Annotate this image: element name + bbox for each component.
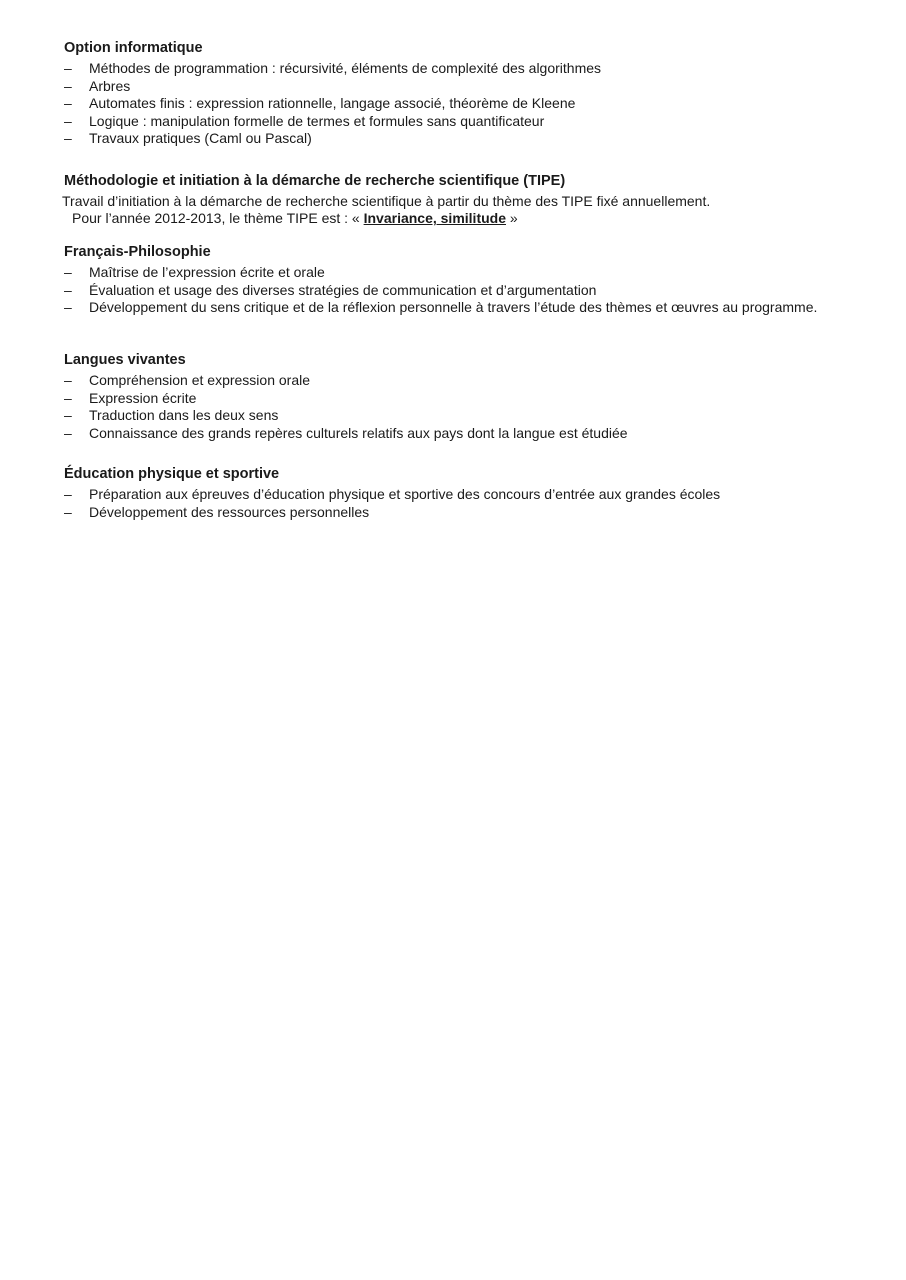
bullet-dash: – [64, 486, 72, 502]
list-item: – Développement des ressources personnelles [64, 503, 370, 520]
section-title: Option informatique [64, 40, 203, 56]
tipe-theme: Invariance, similitude [363, 210, 506, 227]
item-list [62, 264, 858, 317]
tipe-paragraph [62, 193, 858, 228]
section-tipe [62, 172, 858, 228]
tipe-line-1: Travail d’initiation à la démarche de recherche scientifique à partir du thème des TIPE fixé annuellement. [62, 193, 711, 209]
section-education-physique [62, 465, 858, 521]
bullet-dash: – [64, 503, 72, 520]
list-item: – Arbres [64, 77, 131, 94]
section-option-informatique [62, 39, 858, 148]
list-item: – Méthodes de programmation : récursivité, éléments de complexité des algorithmes [64, 60, 602, 76]
list-item: – Maîtrise de l’expression écrite et orale [64, 264, 325, 280]
bullet-dash: – [64, 264, 72, 280]
section-title: Méthodologie et initiation à la démarche de recherche scientifique (TIPE) [64, 173, 566, 189]
list-item: – Évaluation et usage des diverses stratégies de communication et d’argumentation [64, 281, 597, 298]
bullet-dash: – [64, 299, 72, 316]
item-list [62, 486, 858, 521]
list-item: – Compréhension et expression orale [64, 372, 311, 388]
list-item: – Automates finis : expression rationnelle, langage associé, théorème de Kleene [64, 95, 576, 112]
bullet-dash: – [64, 407, 72, 424]
section-title: Langues vivantes [64, 352, 186, 368]
section-title: Éducation physique et sportive [64, 466, 280, 482]
bullet-dash: – [64, 112, 72, 129]
list-item: – Logique : manipulation formelle de termes et formules sans quantificateur [64, 112, 545, 129]
list-item: – Travaux pratiques (Caml ou Pascal) [64, 130, 312, 147]
bullet-dash: – [64, 77, 72, 94]
bullet-dash: – [64, 389, 72, 406]
item-list [62, 60, 858, 148]
section-langues-vivantes [62, 351, 858, 442]
section-francais-philosophie [62, 243, 858, 317]
bullet-dash: – [64, 130, 72, 147]
list-item: – Traduction dans les deux sens [64, 407, 279, 424]
tipe-line-2: Pour l’année 2012-2013, le thème TIPE est : « Invariance, similitude » [72, 210, 518, 227]
bullet-dash: – [64, 95, 72, 112]
list-item: – Expression écrite [64, 389, 197, 406]
bullet-dash: – [64, 60, 72, 76]
item-list [62, 372, 858, 442]
list-item: – Connaissance des grands repères culturels relatifs aux pays dont la langue est étudiée [64, 424, 628, 441]
section-title: Français-Philosophie [64, 244, 211, 260]
bullet-dash: – [64, 281, 72, 298]
bullet-dash: – [64, 372, 72, 388]
bullet-dash: – [64, 424, 72, 441]
list-item: – Préparation aux épreuves d’éducation physique et sportive des concours d’entrée aux grandes écoles [64, 486, 721, 502]
list-item: – Développement du sens critique et de la réflexion personnelle à travers l’étude des thèmes et œuvres au programme. [64, 299, 818, 316]
